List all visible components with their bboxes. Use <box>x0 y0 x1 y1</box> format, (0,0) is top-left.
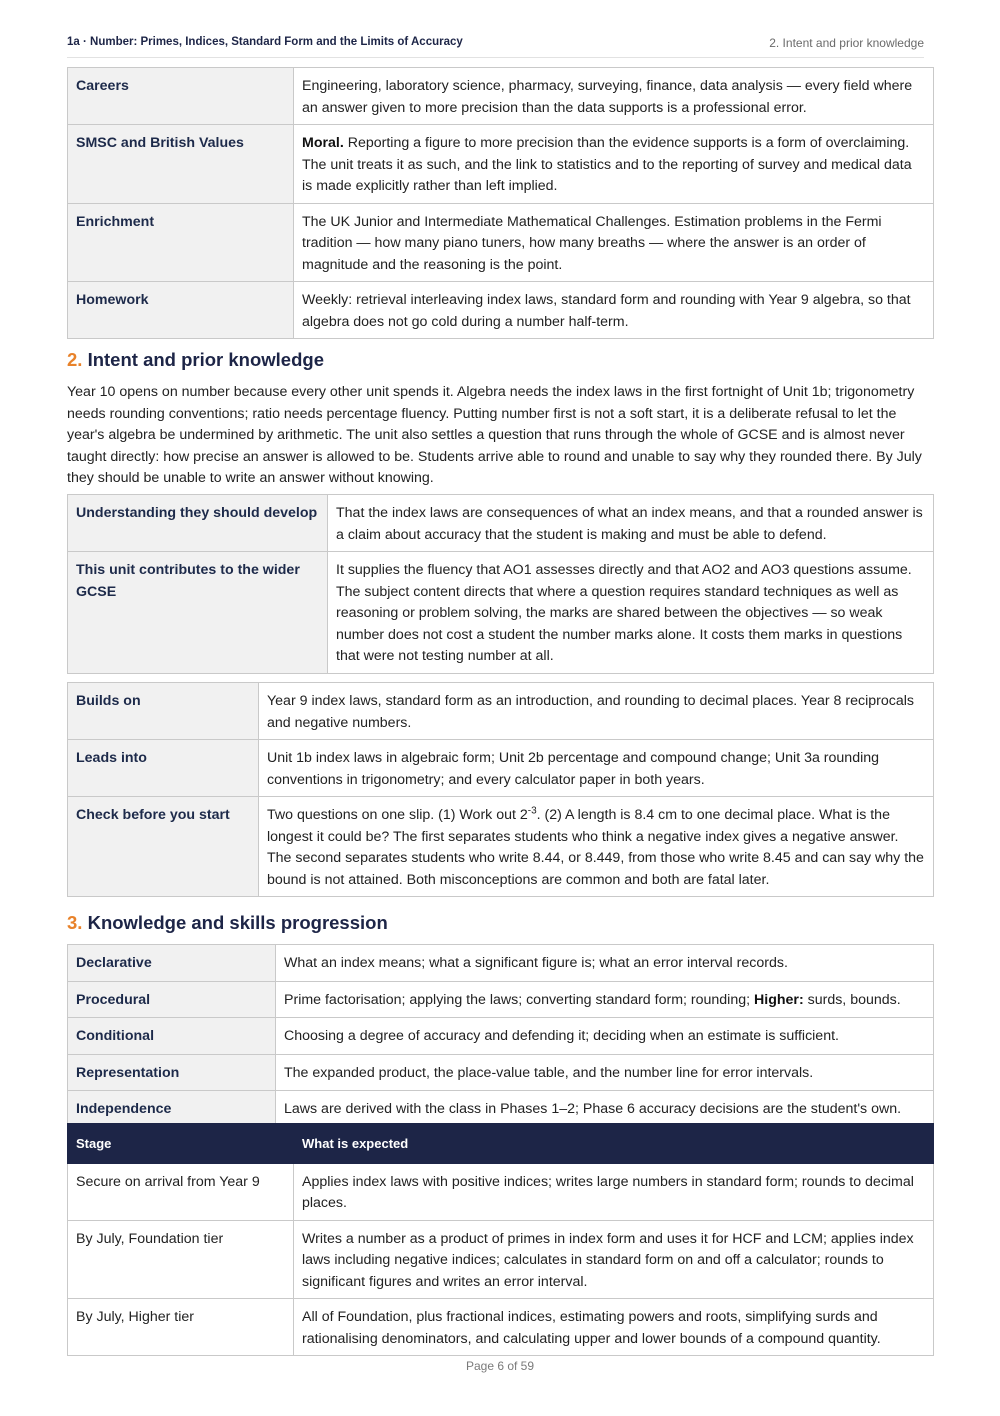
table-header-row <box>68 1124 934 1164</box>
row-label: Independence <box>68 1091 276 1128</box>
row-label: Careers <box>68 68 294 125</box>
section-title: Knowledge and skills progression <box>87 912 388 933</box>
expected-cell: All of Foundation, plus fractional indices, estimating powers and roots, simplifying surds and rationalising denominators, and calculating upper and lower bounds of a compound quantity. <box>294 1299 934 1356</box>
section-number: 2. <box>67 349 83 370</box>
row-value: What an index means; what a significant figure is; what an error interval records. <box>276 945 934 982</box>
row-value-text: Prime factorisation; applying the laws; converting standard form; rounding; <box>284 991 755 1008</box>
stage-expectations-table <box>67 1123 934 1356</box>
table-row <box>68 495 934 552</box>
table-row <box>68 740 934 797</box>
section-3-heading <box>67 912 388 934</box>
table-row <box>68 125 934 204</box>
table-row <box>68 945 934 982</box>
section-reference: 2. Intent and prior knowledge <box>769 36 924 50</box>
unit-context-table <box>67 67 934 339</box>
table-row <box>68 1220 934 1299</box>
intent-paragraph: Year 10 opens on number because every other unit spends it. Algebra needs the index laws in the first fortnight of Unit 1b; trigonometry needs rounding conventions; ratio needs percentage fluency. Putting number first is not a soft start, it is a deliberate refusal to let the year's algebra be undermined by arithmetic. The unit also settles a question that runs through the whole of GCSE and is almost never taught directly: how precise an answer is allowed to be. Students arrive able to round and unable to say why they rounded there. By July they should be unable to write an answer without knowing. <box>67 384 922 486</box>
table-row <box>68 552 934 674</box>
stage-cell: By July, Foundation tier <box>68 1220 294 1299</box>
row-value: Unit 1b index laws in algebraic form; Unit 2b percentage and compound change; Unit 3a rounding conventions in trigonometry; and every calculator paper in both years. <box>259 740 934 797</box>
superscript-exponent: -3 <box>527 805 537 817</box>
section-2-heading <box>67 349 324 371</box>
table-row <box>68 203 934 282</box>
row-value: Choosing a degree of accuracy and defending it; deciding when an estimate is sufficient. <box>276 1018 934 1055</box>
table-row <box>68 1018 934 1055</box>
expected-cell: Writes a number as a product of primes in index form and uses it for HCF and LCM; applies index laws including negative indices; calculates in standard form on and off a calculator; rounds to significant figures and writes an error interval. <box>294 1220 934 1299</box>
table-row <box>68 683 934 740</box>
row-label: Homework <box>68 282 294 339</box>
row-label: Representation <box>68 1054 276 1091</box>
row-value: That the index laws are consequences of what an index means, and that a rounded answer is a claim about accuracy that the student is making and must be able to defend. <box>328 495 934 552</box>
check-text-a: Two questions on one slip. (1) Work out 2 <box>267 807 528 823</box>
expected-cell: Applies index laws with positive indices; writes large numbers in standard form; rounds to decimal places. <box>294 1163 934 1220</box>
row-label: Conditional <box>68 1018 276 1055</box>
bold-tail: Higher: <box>754 991 804 1008</box>
row-label: Understanding they should develop <box>68 495 328 552</box>
unit-title: 1a · Number: Primes, Indices, Standard Form and the Limits of Accuracy <box>67 36 463 48</box>
bold-lead: Moral. <box>302 135 344 151</box>
column-header-expected: What is expected <box>294 1124 934 1164</box>
table-row <box>68 1091 934 1128</box>
table-row <box>68 1299 934 1356</box>
table-row <box>68 1163 934 1220</box>
page-number: Page 6 of 59 <box>465 1359 535 1373</box>
row-label: Enrichment <box>68 203 294 282</box>
intent-table <box>67 494 934 674</box>
row-label: Declarative <box>68 945 276 982</box>
prior-knowledge-table <box>67 682 934 897</box>
column-header-stage: Stage <box>68 1124 294 1164</box>
row-value: The UK Junior and Intermediate Mathematical Challenges. Estimation problems in the Fermi tradition — how many piano tuners, how many breaths — where the answer is an order of magnitude and the reasoning is the point. <box>294 203 934 282</box>
row-value <box>276 981 934 1018</box>
row-value: Engineering, laboratory science, pharmacy, surveying, finance, data analysis — every field where an answer given to more precision than the data supports is a professional error. <box>294 68 934 125</box>
row-value <box>294 125 934 204</box>
section-title: Intent and prior knowledge <box>87 349 324 370</box>
row-value: Weekly: retrieval interleaving index laws, standard form and rounding with Year 9 algebra, so that algebra does not go cold during a number half-term. <box>294 282 934 339</box>
table-row <box>68 282 934 339</box>
stage-cell: By July, Higher tier <box>68 1299 294 1356</box>
row-value <box>259 797 934 897</box>
row-label: SMSC and British Values <box>68 125 294 204</box>
row-value-text: Reporting a figure to more precision than the evidence supports is a form of overclaiming. The unit treats it as such, and the link to statistics and to the reporting of survey and medical data is made explicitly rather than left implied. <box>302 135 912 194</box>
row-label: Leads into <box>68 740 259 797</box>
table-row <box>68 797 934 897</box>
row-value: The expanded product, the place-value table, and the number line for error intervals. <box>276 1054 934 1091</box>
table-row <box>68 68 934 125</box>
section-number: 3. <box>67 912 83 933</box>
row-label: This unit contributes to the wider GCSE <box>68 552 328 674</box>
row-label: Procedural <box>68 981 276 1018</box>
row-label: Builds on <box>68 683 259 740</box>
row-value: Year 9 index laws, standard form as an introduction, and rounding to decimal places. Year 8 reciprocals and negative numbers. <box>259 683 934 740</box>
row-value: Laws are derived with the class in Phases 1–2; Phase 6 accuracy decisions are the student's own. <box>276 1091 934 1128</box>
row-label: Check before you start <box>68 797 259 897</box>
stage-cell: Secure on arrival from Year 9 <box>68 1163 294 1220</box>
knowledge-types-table <box>67 944 934 1128</box>
check-text-b: . (2) A length is 8.4 cm to one decimal place. What is the longest it could be? The first separates students who think a negative index gives a negative answer. The second separates students who write 8.44, or 8.449, from those who write 8.45 and can say why the bound is not attained. Both misconceptions are common and both are fatal later. <box>267 807 924 888</box>
page-header <box>67 36 924 58</box>
row-value: It supplies the fluency that AO1 assesses directly and that AO2 and AO3 questions assume. The subject content directs that where a question requires standard techniques as well as reasoning or problem solving, the marks are shared between the objectives — so weak number does not cost a student the number marks alone. It costs them marks in questions that were not testing number at all. <box>328 552 934 674</box>
table-row <box>68 981 934 1018</box>
row-value-tail: surds, bounds. <box>803 991 901 1008</box>
table-row <box>68 1054 934 1091</box>
